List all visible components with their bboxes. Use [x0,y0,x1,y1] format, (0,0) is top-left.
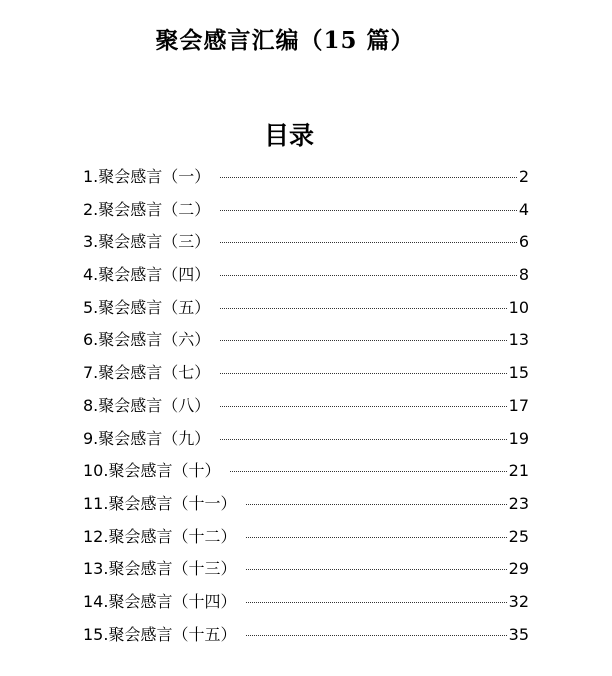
table-of-contents [83,164,529,654]
dot-leader [220,339,506,341]
toc-entry[interactable] [83,622,529,655]
toc-entry-label: 5.聚会感言（五） [83,297,211,317]
toc-entry-label: 1.聚会感言（一） [83,167,211,186]
dot-leader [246,601,506,603]
toc-entry[interactable] [83,295,529,328]
toc-entry-label: 2.聚会感言（二） [83,199,211,219]
toc-entry[interactable] [83,491,529,524]
toc-entry[interactable] [83,262,529,295]
toc-entry[interactable] [83,164,529,197]
dot-leader [230,470,506,472]
toc-entry-label: 7.聚会感言（七） [83,363,211,383]
toc-page-number: 29 [508,559,529,579]
toc-entry-label: 12.聚会感言（十二） [83,526,237,546]
toc-entry[interactable] [83,360,529,393]
toc-page-number: 25 [508,526,529,546]
toc-entry-label: 11.聚会感言（十一） [83,493,237,513]
toc-entry-label: 14.聚会感言（十四） [83,591,237,611]
document-title: 聚会感言汇编（15 篇） [155,27,415,54]
dot-leader [220,405,506,407]
toc-entry[interactable] [83,589,529,622]
toc-page-number: 15 [508,363,529,383]
toc-entry-label: 10.聚会感言（十） [83,461,221,481]
dot-leader [246,568,506,570]
toc-entry-label: 6.聚会感言（六） [83,330,211,350]
dot-leader [246,503,506,505]
toc-page-number: 32 [508,591,529,611]
toc-entry[interactable] [83,197,529,230]
dot-leader [246,634,506,636]
toc-page-number: 19 [508,428,529,448]
toc-entry[interactable] [83,556,529,589]
toc-entry[interactable] [83,426,529,459]
toc-page-number: 23 [508,493,529,513]
toc-entry-label: 4.聚会感言（四） [83,265,211,285]
toc-page-number: 6 [518,232,529,252]
dot-leader [220,438,506,440]
toc-page-number: 10 [508,297,529,317]
dot-leader [220,372,506,374]
toc-heading: 目录 [263,121,314,150]
toc-entry-label: 13.聚会感言（十三） [83,559,237,579]
dot-leader [246,536,506,538]
toc-page-number: 21 [508,461,529,481]
toc-entry-label: 8.聚会感言（八） [83,395,211,415]
toc-page-number: 17 [508,395,529,415]
toc-entry-label: 3.聚会感言（三） [83,232,211,252]
toc-page-number: 4 [518,199,529,219]
dot-leader [220,176,517,178]
dot-leader [220,274,517,276]
toc-entry-label: 15.聚会感言（十五） [83,624,237,644]
toc-entry[interactable] [83,524,529,557]
toc-page-number: 35 [508,624,529,644]
toc-page-number: 8 [518,265,529,285]
toc-entry[interactable] [83,229,529,262]
dot-leader [220,209,517,211]
toc-page-number: 2 [518,167,529,186]
toc-entry[interactable] [83,458,529,491]
dot-leader [220,307,506,309]
toc-entry[interactable] [83,393,529,426]
toc-entry-label: 9.聚会感言（九） [83,428,211,448]
toc-entry[interactable] [83,327,529,360]
toc-page-number: 13 [508,330,529,350]
dot-leader [220,241,517,243]
